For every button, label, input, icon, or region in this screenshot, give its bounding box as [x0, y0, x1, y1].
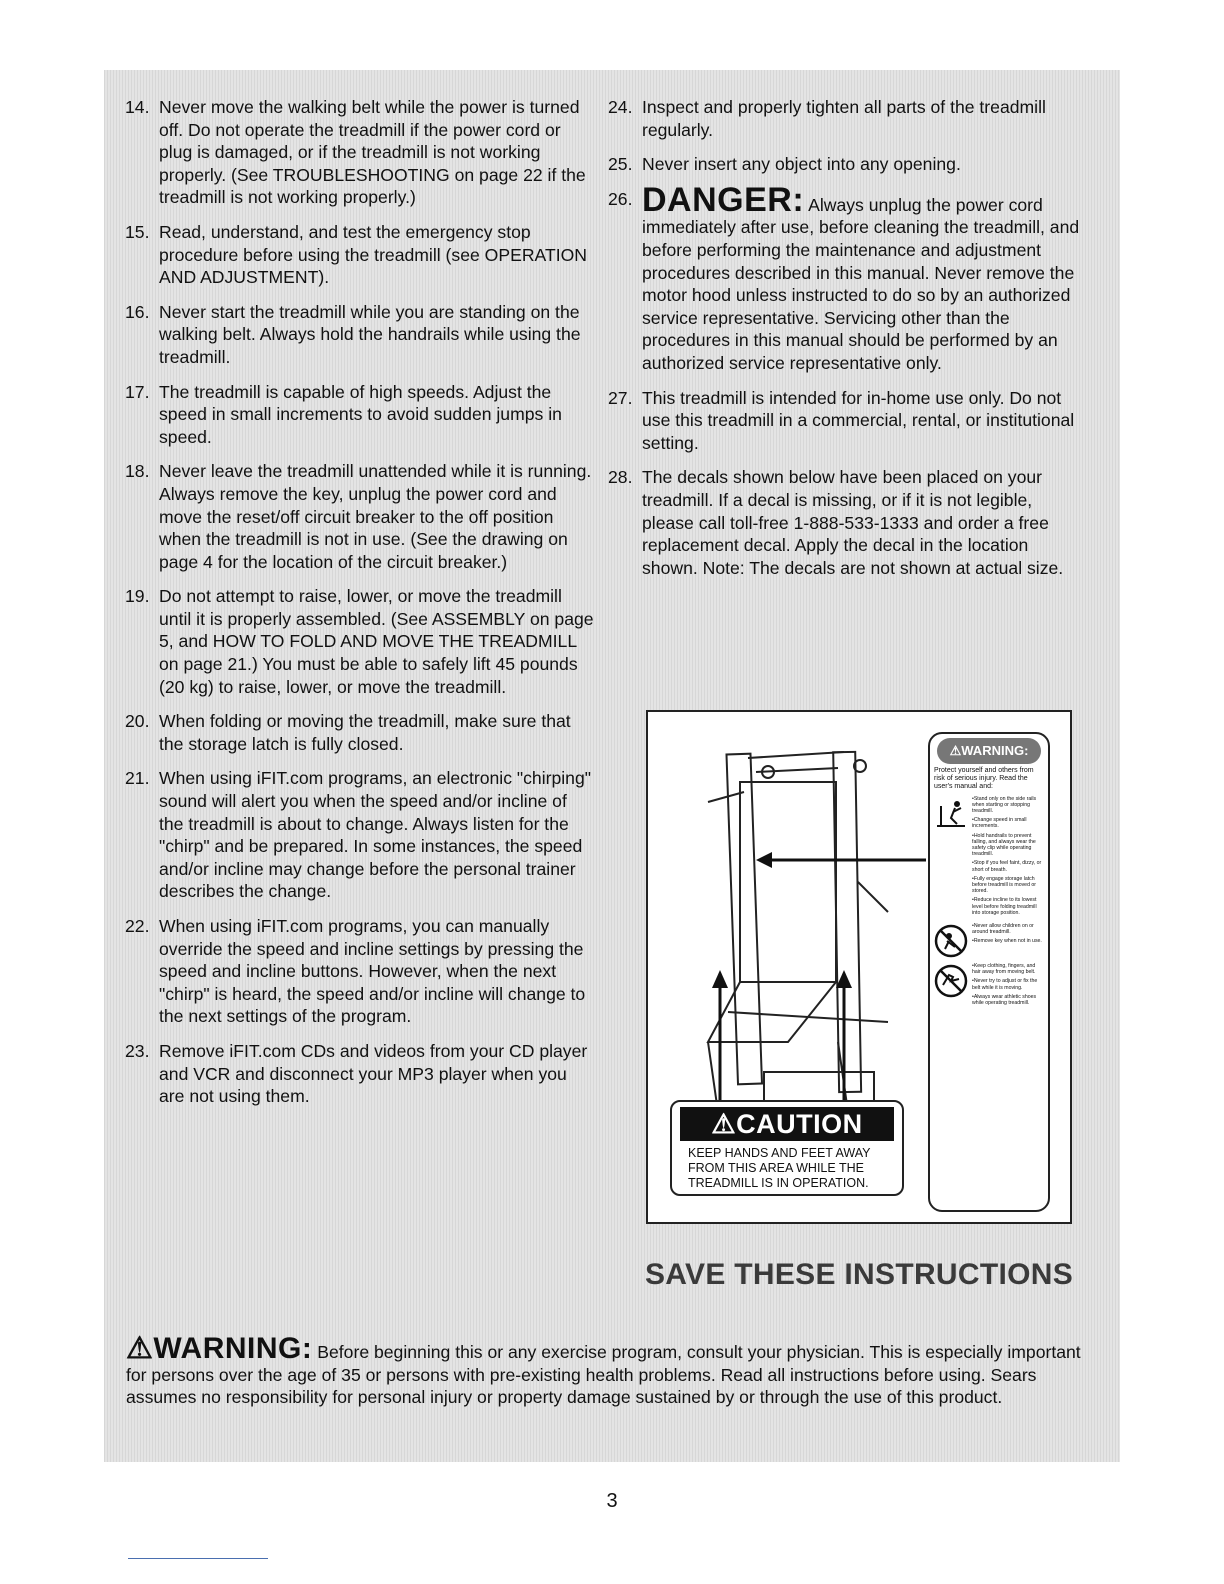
item-text: Never move the walking belt while the power is turned off. Do not operate the treadmill if the power cord or plug is damaged, or if the treadmill is not working properly. (See TROUBLESHOOTING on page 22 if the treadmill is not working properly.) — [159, 97, 586, 208]
warning-decal-header: ⚠WARNING: — [937, 738, 1041, 764]
save-instructions-heading: SAVE THESE INSTRUCTIONS — [644, 1258, 1074, 1291]
item-text: When folding or moving the treadmill, make sure that the storage latch is fully closed. — [159, 711, 571, 754]
warning-line: •Reduce incline to its lowest level before folding treadmill into storage position. — [972, 897, 1037, 916]
no-children-icon — [933, 923, 969, 959]
item-text: The decals shown below have been placed on your treadmill. If a decal is missing, or if it is not legible, please call toll-free 1-888-533-1333 and order a free replacement decal. Apply the decal in the location shown. Note: The decals are not shown at actual size. — [642, 467, 1064, 578]
item-number: 20. — [125, 711, 150, 732]
list-item — [125, 585, 595, 698]
footer-rule — [128, 1558, 268, 1559]
item-text: Do not attempt to raise, lower, or move the treadmill until it is properly assembled. (See ASSEMBLY on page 5, and HOW TO FOLD AND MOVE THE TREADMILL on page 21.) You must be able to safely lift 45 pounds (20 kg) to raise, lower, or move the treadmill. — [159, 586, 594, 697]
warning-text: Before beginning this or any exercise program, consult your physician. This is especially important for persons over the age of 35 or persons with pre-existing health problems. Read all instructions before using. Sears assumes no responsibility for personal injury or property damage sustained by or through the use of this product. — [126, 1342, 1081, 1408]
list-item — [608, 96, 1083, 141]
warning-line: •Always wear athletic shoes while operating treadmill. — [972, 993, 1037, 1007]
list-item — [125, 1040, 595, 1108]
item-text: Read, understand, and test the emergency stop procedure before using the treadmill (see OPERATION AND ADJUSTMENT). — [159, 221, 587, 288]
item-number: 17. — [125, 381, 150, 402]
item-number: 23. — [125, 1040, 150, 1061]
person-on-rails-icon — [933, 796, 969, 832]
list-item — [125, 710, 595, 755]
page-number: 3 — [606, 1490, 618, 1512]
item-number: 14. — [125, 97, 150, 117]
warning-group — [930, 794, 1048, 921]
warning-decal — [928, 732, 1050, 1212]
item-number: 15. — [125, 221, 150, 242]
item-text: Inspect and properly tighten all parts of the treadmill regularly. — [642, 97, 1046, 140]
caution-text: KEEP HANDS AND FEET AWAY FROM THIS AREA WHILE THE TREADMILL IS IN OPERATION. — [688, 1146, 871, 1190]
warning-line: •Stand only on the side rails when starting or stopping treadmill. — [972, 795, 1037, 815]
item-text: Never insert any object into any opening. — [642, 154, 961, 175]
caution-title: ⚠CAUTION — [680, 1107, 894, 1141]
list-item — [125, 915, 595, 1028]
item-text: When using iFIT.com programs, you can manually override the speed and incline settings by pressing the speed and incline buttons. However, when the next "chirp" is heard, the speed and/or incline will change to the next settings of the program. — [159, 916, 586, 1027]
item-text: Always unplug the power cord immediately after use, before cleaning the treadmill, and before performing the maintenance and adjustment procedures described in this manual. Never remove the motor hood unless instructed to do so by an authorized service representative. Servicing other than the procedures in this manual should be performed by an authorized service representative only. — [642, 194, 1080, 373]
list-item — [125, 96, 595, 209]
item-number: 28. — [608, 467, 633, 488]
danger-item — [608, 180, 1083, 375]
item-number: 18. — [125, 461, 150, 482]
warning-line: •Keep clothing, fingers, and hair away from moving belt. — [972, 963, 1036, 976]
item-text: This treadmill is intended for in-home use only. Do not use this treadmill in a commercial, rental, or institutional setting. — [642, 387, 1075, 453]
warning-line: •Hold handrails to prevent falling, and always wear the safety clip while operating treadmill. — [972, 832, 1036, 858]
list-item — [608, 153, 1083, 176]
warning-heading: ⚠WARNING: — [126, 1332, 313, 1365]
warning-group — [930, 961, 1048, 1011]
left-column — [125, 96, 595, 1120]
list-item — [608, 466, 1083, 579]
warning-line: •Remove key when not in use. — [972, 938, 1042, 945]
item-number: 25. — [608, 154, 633, 175]
danger-heading: DANGER: — [642, 180, 805, 219]
warning-line: •Never try to adjust or fix the belt while it is moving. — [972, 978, 1038, 991]
item-number: 27. — [608, 387, 633, 408]
caution-decal — [670, 1100, 904, 1196]
item-number: 26. — [608, 188, 633, 209]
warning-line: •Stop if you feel faint, dizzy, or short of breath. — [972, 860, 1042, 873]
list-item — [125, 460, 595, 573]
item-text: Remove iFIT.com CDs and videos from your CD player and VCR and disconnect your MP3 player when you are not using them. — [159, 1040, 588, 1107]
item-text: Never leave the treadmill unattended while it is running. Always remove the key, unplug the power cord and move the reset/off circuit breaker to the off position when the treadmill is not in use. (See the drawing on page 4 for the location of the circuit breaker.) — [159, 461, 592, 572]
warning-decal-intro: Protect yourself and others from risk of serious injury. Read the user's manual and: — [934, 767, 1034, 791]
warning-group — [930, 921, 1048, 961]
list-item — [125, 767, 595, 903]
item-text: When using iFIT.com programs, an electronic "chirping" sound will alert you when the speed and/or incline of the treadmill is about to change. Always listen for the "chirp" and be prepared. In some instances, the speed and/or incline may change before the personal trainer describes the change. — [159, 768, 591, 902]
item-text: The treadmill is capable of high speeds. Adjust the speed in small increments to avoid sudden jumps in speed. — [159, 381, 562, 447]
item-text: Never start the treadmill while you are standing on the walking belt. Always hold the handrails while using the treadmill. — [159, 301, 581, 367]
item-number: 24. — [608, 97, 633, 117]
bottom-warning — [126, 1332, 1086, 1409]
item-number: 22. — [125, 916, 150, 936]
decal-illustration — [646, 710, 1072, 1224]
warning-line: •Never allow children on or around treadmill. — [972, 923, 1034, 936]
list-item — [125, 301, 595, 369]
no-hands-near-belt-icon — [933, 963, 969, 999]
warning-line: •Fully engage storage latch before treadmill is moved or stored. — [972, 875, 1037, 895]
item-number: 19. — [125, 586, 150, 607]
item-number: 16. — [125, 301, 150, 322]
list-item — [125, 221, 595, 289]
list-item — [608, 387, 1083, 455]
list-item — [125, 381, 595, 449]
warning-line: •Change speed in small increments. — [972, 817, 1027, 830]
right-column — [608, 96, 1083, 591]
item-number: 21. — [125, 768, 150, 789]
